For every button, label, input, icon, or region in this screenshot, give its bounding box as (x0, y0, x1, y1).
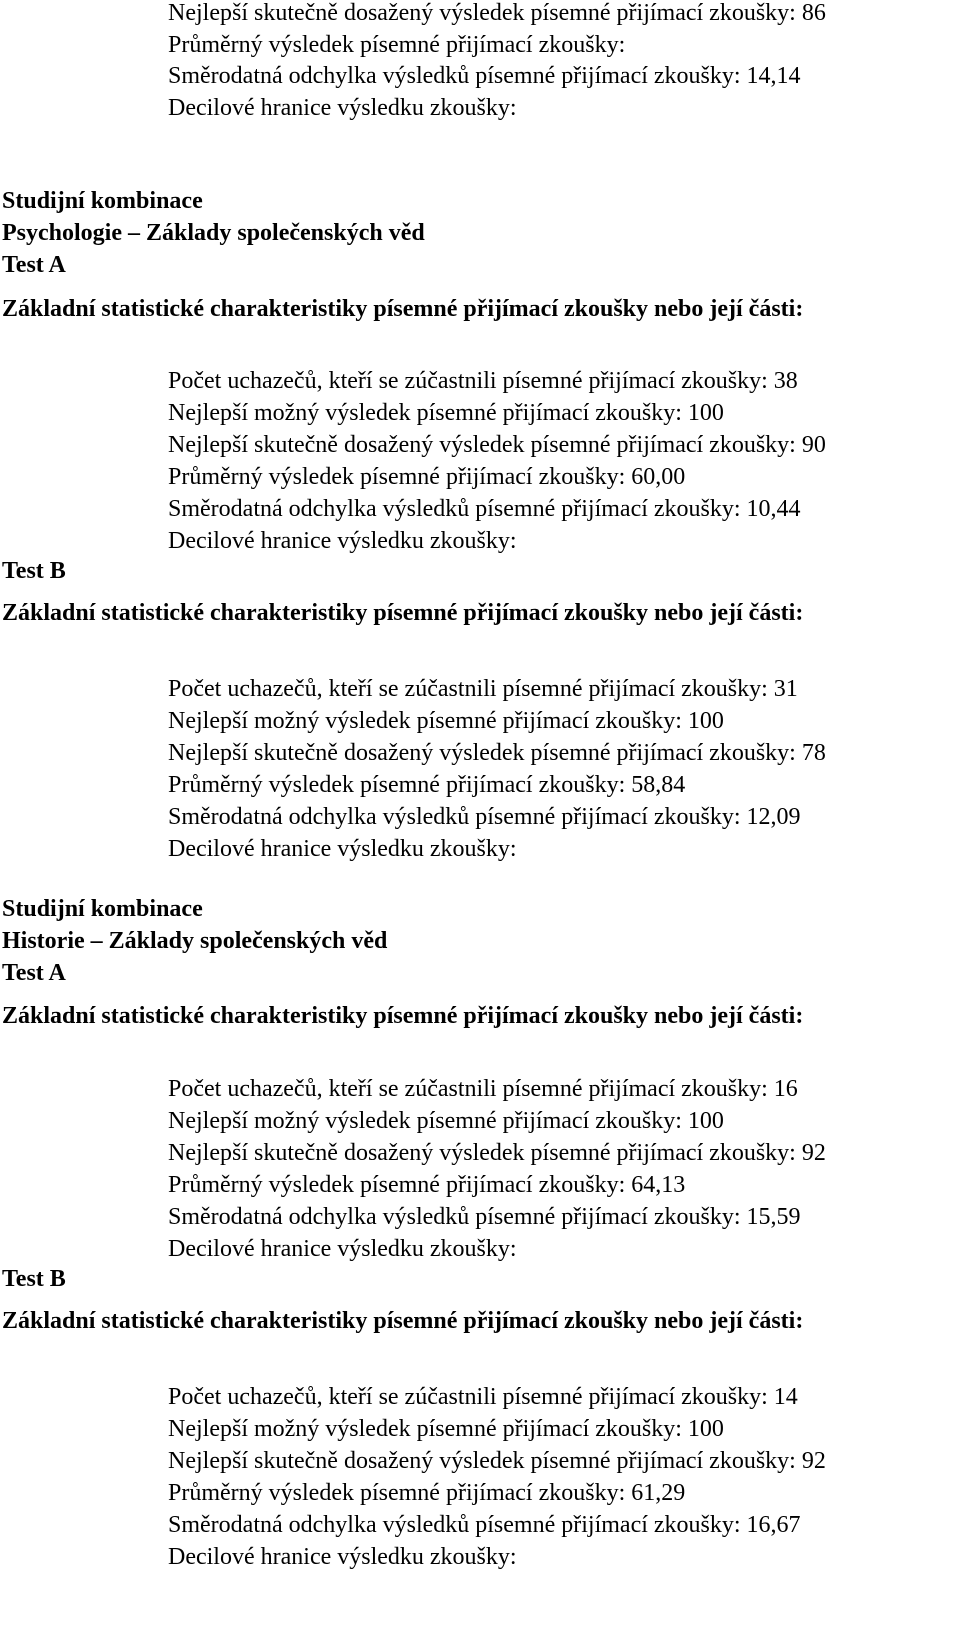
best-actual-result: Nejlepší skutečně dosažený výsledek písemné přijímací zkoušky: 78 (168, 740, 826, 766)
std-deviation: Směrodatná odchylka výsledků písemné přijímací zkoušky: 14,14 (168, 63, 801, 89)
best-actual-result: Nejlepší skutečně dosažený výsledek písemné přijímací zkoušky: 92 (168, 1448, 826, 1474)
study-combination-name: Historie – Základy společenských věd (2, 928, 388, 954)
stats-heading: Základní statistické charakteristiky písemné přijímací zkoušky nebo její části: (2, 600, 804, 626)
average-result: Průměrný výsledek písemné přijímací zkoušky: 61,29 (168, 1480, 686, 1506)
candidate-count: Počet uchazečů, kteří se zúčastnili písemné přijímací zkoušky: 31 (168, 676, 798, 702)
study-combination-name: Psychologie – Základy společenských věd (2, 220, 425, 246)
std-deviation: Směrodatná odchylka výsledků písemné přijímací zkoušky: 16,67 (168, 1512, 801, 1538)
decile-boundaries: Decilové hranice výsledku zkoušky: (168, 1236, 517, 1262)
decile-boundaries: Decilové hranice výsledku zkoušky: (168, 1544, 517, 1570)
average-result: Průměrný výsledek písemné přijímací zkoušky: 58,84 (168, 772, 686, 798)
best-possible-result: Nejlepší možný výsledek písemné přijímací zkoušky: 100 (168, 1108, 724, 1134)
best-possible-result: Nejlepší možný výsledek písemné přijímací zkoušky: 100 (168, 400, 724, 426)
stats-heading: Základní statistické charakteristiky písemné přijímací zkoušky nebo její části: (2, 296, 804, 322)
std-deviation: Směrodatná odchylka výsledků písemné přijímací zkoušky: 10,44 (168, 496, 801, 522)
average-result: Průměrný výsledek písemné přijímací zkoušky: 60,00 (168, 464, 686, 490)
decile-boundaries: Decilové hranice výsledku zkoušky: (168, 836, 517, 862)
best-actual-result: Nejlepší skutečně dosažený výsledek písemné přijímací zkoušky: 92 (168, 1140, 826, 1166)
stats-heading: Základní statistické charakteristiky písemné přijímací zkoušky nebo její části: (2, 1308, 804, 1334)
study-combination-heading: Studijní kombinace (2, 896, 203, 922)
best-possible-result: Nejlepší možný výsledek písemné přijímací zkoušky: 100 (168, 1416, 724, 1442)
average-result: Průměrný výsledek písemné přijímací zkoušky: 64,13 (168, 1172, 686, 1198)
best-possible-result: Nejlepší možný výsledek písemné přijímací zkoušky: 100 (168, 708, 724, 734)
std-deviation: Směrodatná odchylka výsledků písemné přijímací zkoušky: 12,09 (168, 804, 801, 830)
test-label: Test B (2, 1266, 66, 1292)
stats-heading: Základní statistické charakteristiky písemné přijímací zkoušky nebo její části: (2, 1003, 804, 1029)
study-combination-heading: Studijní kombinace (2, 188, 203, 214)
candidate-count: Počet uchazečů, kteří se zúčastnili písemné přijímací zkoušky: 16 (168, 1076, 798, 1102)
test-label: Test A (2, 252, 66, 278)
best-actual-result: Nejlepší skutečně dosažený výsledek písemné přijímací zkoušky: 90 (168, 432, 826, 458)
candidate-count: Počet uchazečů, kteří se zúčastnili písemné přijímací zkoušky: 38 (168, 368, 798, 394)
best-actual-result: Nejlepší skutečně dosažený výsledek písemné přijímací zkoušky: 86 (168, 0, 826, 26)
test-label: Test A (2, 960, 66, 986)
std-deviation: Směrodatná odchylka výsledků písemné přijímací zkoušky: 15,59 (168, 1204, 801, 1230)
candidate-count: Počet uchazečů, kteří se zúčastnili písemné přijímací zkoušky: 14 (168, 1384, 798, 1410)
decile-boundaries: Decilové hranice výsledku zkoušky: (168, 95, 517, 121)
test-label: Test B (2, 558, 66, 584)
decile-boundaries: Decilové hranice výsledku zkoušky: (168, 528, 517, 554)
average-result: Průměrný výsledek písemné přijímací zkoušky: (168, 32, 626, 58)
